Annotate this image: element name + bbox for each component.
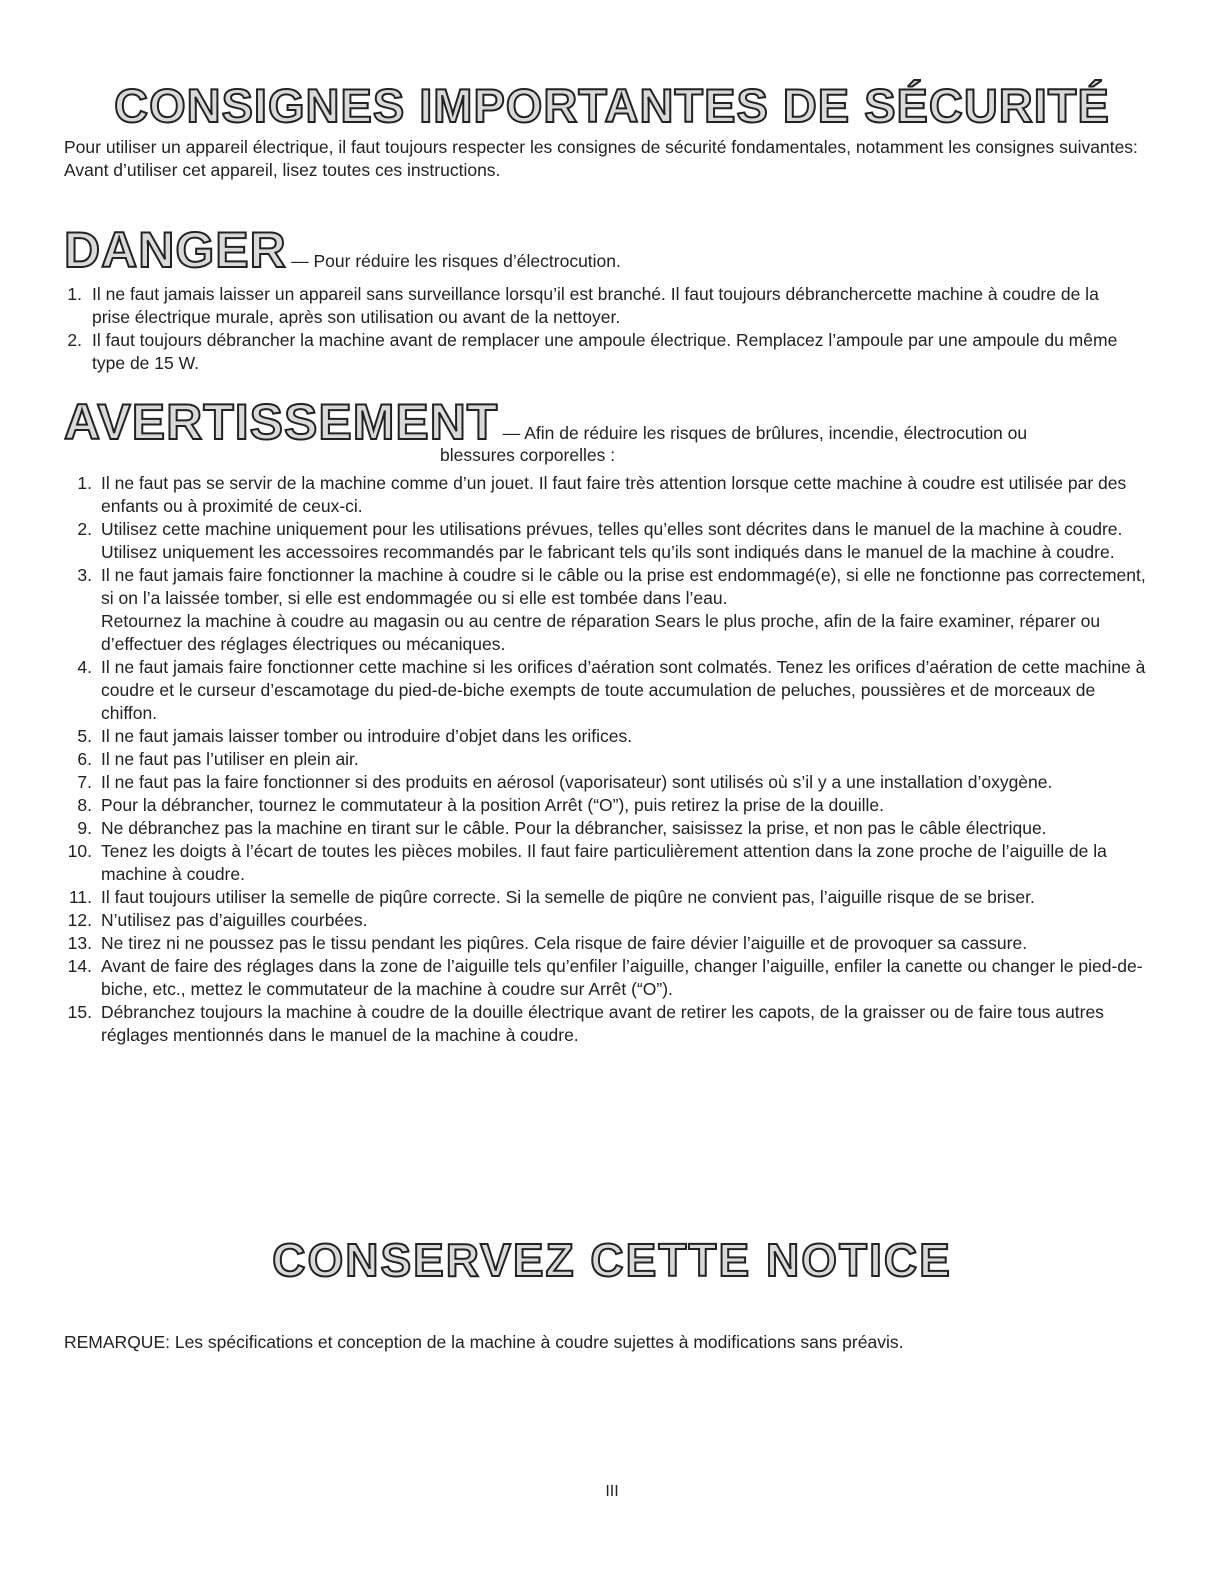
intro-line: Avant d’utiliser cet appareil, lisez toutes ces instructions. bbox=[64, 160, 501, 180]
item-extra-text: Retournez la machine à coudre au magasin ou au centre de réparation Sears le plus proche, afin de la faire examiner, réparer ou d’effectuer des réglages électriques ou mécaniques. bbox=[101, 611, 1101, 654]
item-number: 13. bbox=[67, 933, 92, 953]
list-item bbox=[64, 840, 1146, 886]
list-item bbox=[64, 656, 1146, 725]
item-extra-text: Utilisez uniquement les accessoires recommandés par le fabricant tels qu’ils sont indiqués dans le manuel de la machine à coudre. bbox=[101, 542, 1115, 562]
intro-paragraph bbox=[64, 136, 1144, 182]
item-text: Avant de faire des réglages dans la zone de l’aiguille tels qu’enfiler l’aiguille, changer l’aiguille, enfiler la canette ou changer le pied-de-biche, etc., mettez le commutateur de la machine à coudre sur Arrêt (“O”). bbox=[101, 956, 1143, 999]
item-number: 12. bbox=[67, 910, 92, 930]
list-item bbox=[64, 472, 1146, 518]
list-item bbox=[64, 283, 1134, 329]
item-text: Il ne faut pas l’utiliser en plein air. bbox=[101, 749, 359, 769]
item-text: Il ne faut jamais faire fonctionner cette machine si les orifices d’aération sont colmatés. Tenez les orifices d’aération de cette machine à coudre et le curseur d’escamotage du pied-de-biche exempts de toute accumulation de peluches, poussières et de morceaux de chiffon. bbox=[101, 657, 1146, 723]
danger-list bbox=[64, 283, 1134, 375]
list-item bbox=[64, 886, 1146, 909]
list-item bbox=[64, 564, 1146, 656]
warning-subtitle-continued: blessures corporelles : bbox=[440, 445, 616, 465]
danger-heading: DANGER bbox=[64, 222, 287, 278]
item-number: 8. bbox=[77, 795, 92, 815]
item-number: 5. bbox=[77, 726, 92, 746]
list-item bbox=[64, 932, 1146, 955]
item-number: 2. bbox=[77, 519, 92, 539]
item-number: 7. bbox=[77, 772, 92, 792]
item-text: Il ne faut jamais faire fonctionner la machine à coudre si le câble ou la prise est endommagé(e), si elle ne fonctionne pas correctement, si on l’a laissée tomber, si elle est endommagée ou si elle est tombée dans l’eau. bbox=[101, 565, 1146, 608]
warning-heading-row bbox=[64, 394, 1027, 450]
list-item bbox=[64, 725, 1146, 748]
page-number: III bbox=[605, 1483, 619, 1500]
item-text: Pour la débrancher, tournez le commutateur à la position Arrêt (“O”), puis retirez la prise de la douille. bbox=[101, 795, 885, 815]
item-number: 6. bbox=[77, 749, 92, 769]
list-item bbox=[64, 817, 1146, 840]
item-number: 11. bbox=[68, 887, 92, 907]
danger-heading-row bbox=[64, 222, 621, 278]
warning-heading: AVERTISSEMENT bbox=[64, 394, 499, 450]
item-number: 9. bbox=[77, 818, 92, 838]
item-text: Débranchez toujours la machine à coudre de la douille électrique avant de retirer les capots, de la graisser ou de faire tous autres réglages mentionnés dans le manuel de la machine à coudre. bbox=[101, 1002, 1104, 1045]
item-text: Il ne faut jamais laisser tomber ou introduire d’objet dans les orifices. bbox=[101, 726, 633, 746]
list-item bbox=[64, 748, 1146, 771]
item-text: Il ne faut jamais laisser un appareil sans surveillance lorsqu’il est branché. Il faut toujours débranchercette machine à coudre de la prise électrique murale, après son utilisation ou avant de la nettoyer. bbox=[92, 284, 1099, 327]
list-item bbox=[64, 794, 1146, 817]
list-item bbox=[64, 955, 1146, 1001]
item-text: Tenez les doigts à l’écart de toutes les pièces mobiles. Il faut faire particulièrement attention dans la zone proche de l’aiguille de la machine à coudre. bbox=[101, 841, 1107, 884]
item-text: Utilisez cette machine uniquement pour les utilisations prévues, telles qu’elles sont décrites dans le manuel de la machine à coudre. bbox=[101, 519, 1123, 539]
list-item bbox=[64, 909, 1146, 932]
page-title: CONSIGNES IMPORTANTES DE SÉCURITÉ bbox=[114, 79, 1110, 132]
warning-subtitle: — Afin de réduire les risques de brûlures, incendie, électrocution ou bbox=[502, 423, 1028, 443]
item-text: N’utilisez pas d’aiguilles courbées. bbox=[101, 910, 368, 930]
remark-note: REMARQUE: Les spécifications et conception de la machine à coudre sujettes à modifications sans préavis. bbox=[64, 1332, 904, 1352]
item-number: 3. bbox=[77, 565, 92, 585]
list-item bbox=[64, 771, 1146, 794]
item-number: 1. bbox=[77, 473, 92, 493]
list-item bbox=[64, 1001, 1146, 1047]
item-number: 10. bbox=[67, 841, 92, 861]
list-item bbox=[64, 518, 1146, 564]
item-text: Il ne faut pas la faire fonctionner si des produits en aérosol (vaporisateur) sont utilisés où s’il y a une installation d’oxygène. bbox=[101, 772, 1053, 792]
item-number: 4. bbox=[77, 657, 92, 677]
item-text: Il faut toujours utiliser la semelle de piqûre correcte. Si la semelle de piqûre ne convient pas, l’aiguille risque de se briser. bbox=[101, 887, 1035, 907]
danger-subtitle: — Pour réduire les risques d’électrocution. bbox=[291, 251, 621, 271]
item-text: Ne débranchez pas la machine en tirant sur le câble. Pour la débrancher, saisissez la prise, et non pas le câble électrique. bbox=[101, 818, 1047, 838]
intro-line: Pour utiliser un appareil électrique, il faut toujours respecter les consignes de sécurité fondamentales, notamment les consignes suivantes: bbox=[64, 137, 1138, 157]
item-number: 14. bbox=[67, 956, 92, 976]
warning-list bbox=[64, 472, 1146, 1047]
item-number: 15. bbox=[67, 1002, 92, 1022]
item-text: Il ne faut pas se servir de la machine comme d’un jouet. Il faut faire très attention lorsque cette machine à coudre est utilisée par des enfants ou à proximité de ceux-ci. bbox=[101, 473, 1127, 516]
item-number: 2. bbox=[67, 330, 82, 350]
item-text: Il faut toujours débrancher la machine avant de remplacer une ampoule électrique. Remplacez l’ampoule par une ampoule du même type de 15 W. bbox=[92, 330, 1118, 373]
list-item bbox=[64, 329, 1134, 375]
footer-title: CONSERVEZ CETTE NOTICE bbox=[272, 1234, 952, 1286]
item-number: 1. bbox=[67, 284, 82, 304]
item-text: Ne tirez ni ne poussez pas le tissu pendant les piqûres. Cela risque de faire dévier l’aiguille et de provoquer sa cassure. bbox=[101, 933, 1028, 953]
